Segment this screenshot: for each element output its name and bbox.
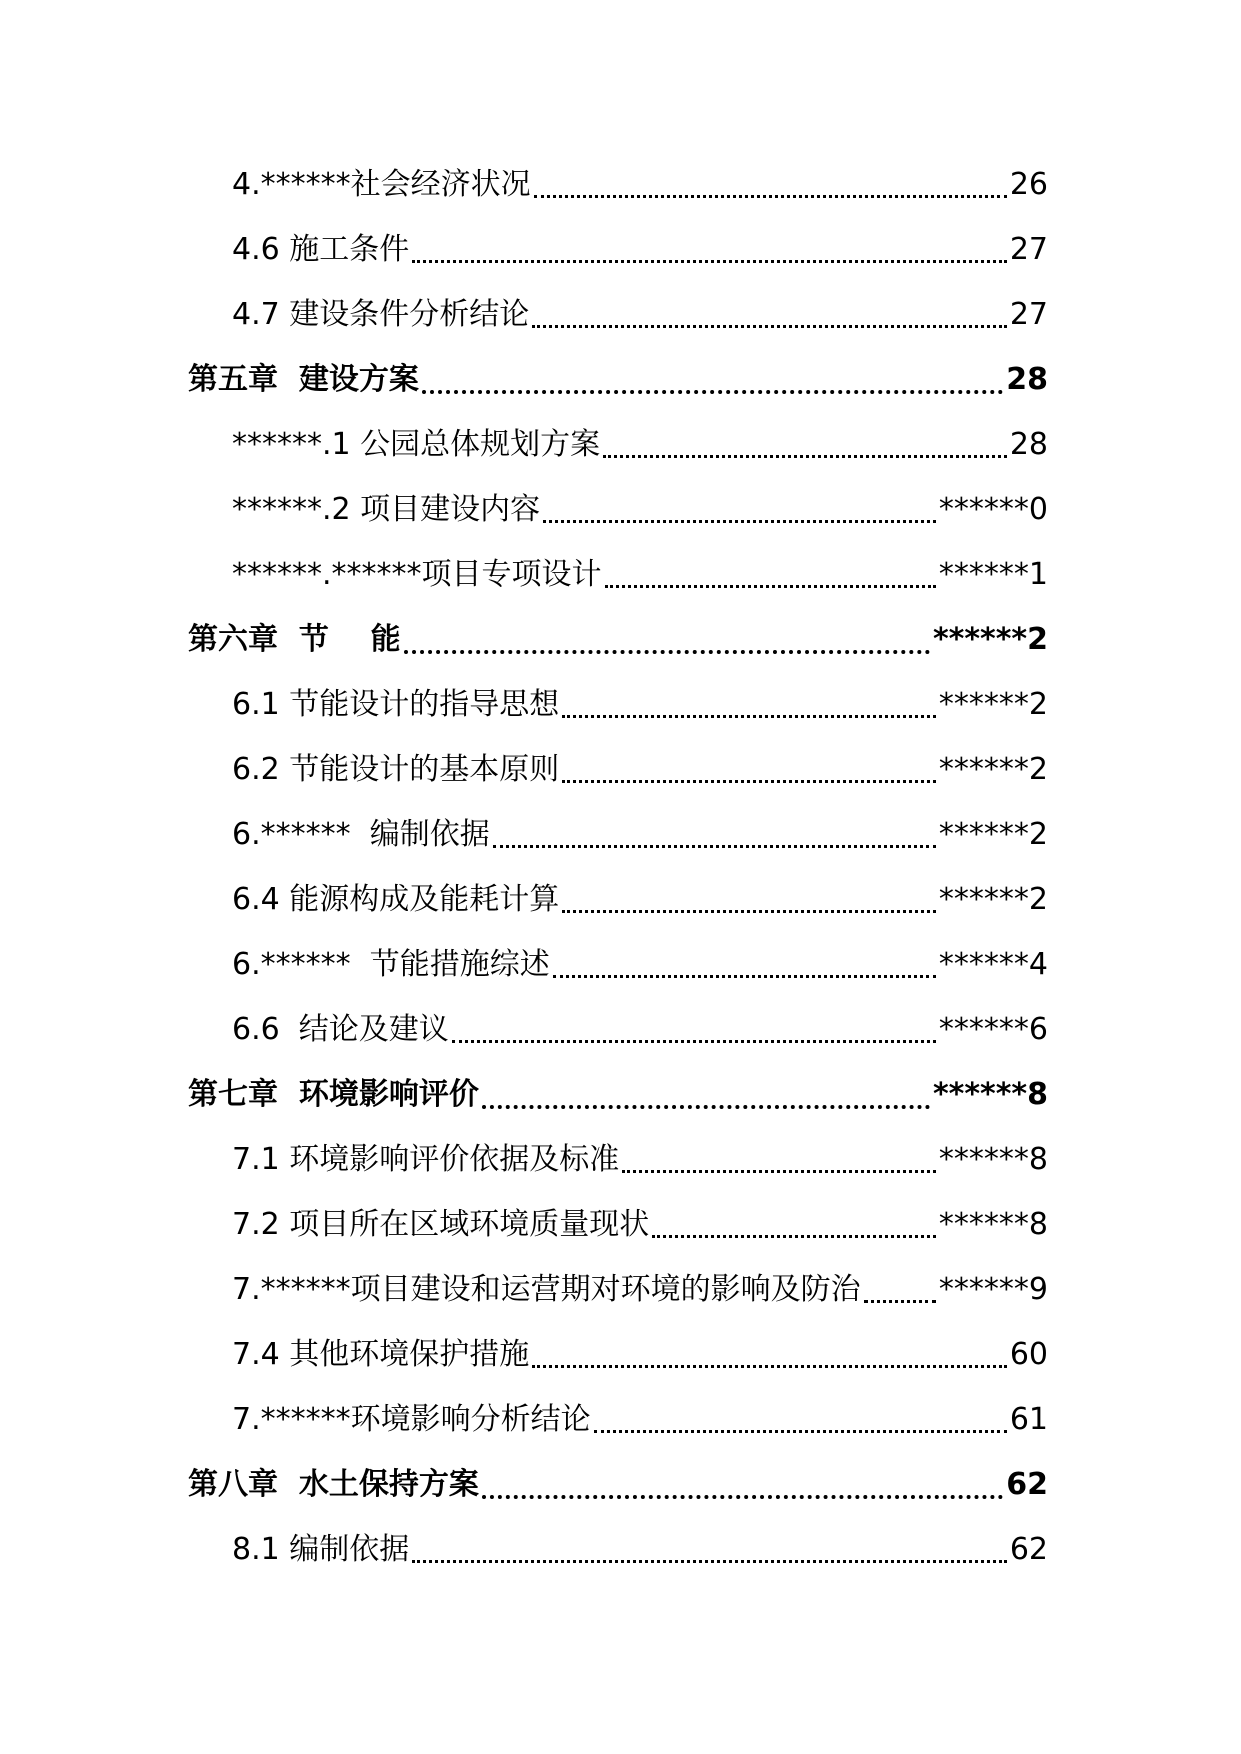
toc-entry-title: 6.6 结论及建议 (232, 1011, 449, 1047)
toc-entry-page: ******2 (938, 816, 1048, 852)
toc-dot-leader (562, 780, 936, 783)
toc-chapter[interactable] (0, 1062, 1241, 1127)
toc-entry-page: 60 (1009, 1336, 1048, 1372)
toc-dot-leader (532, 325, 1007, 328)
toc-dot-leader (532, 1365, 1007, 1368)
toc-dot-leader (543, 520, 936, 523)
toc-entry-page: ******8 (938, 1141, 1048, 1177)
toc-dot-leader (482, 1495, 1003, 1499)
toc-chapter-title: 第六章 节 能 (188, 621, 401, 657)
toc-entry-page: 27 (1009, 231, 1048, 267)
toc-dot-leader (622, 1170, 936, 1173)
toc-chapter-title: 第五章 建设方案 (188, 361, 419, 397)
toc-entry-page: ******0 (938, 491, 1048, 527)
toc-entry-title: 7.******项目建设和运营期对环境的影响及防治 (232, 1271, 861, 1307)
toc-dot-leader (404, 650, 930, 654)
toc-dot-leader (452, 1040, 936, 1043)
toc-entry-title: ******.2 项目建设内容 (232, 491, 541, 527)
toc-entry[interactable] (0, 1257, 1241, 1322)
toc-chapter[interactable] (0, 347, 1241, 412)
toc-entry-title: 6.2 节能设计的基本原则 (232, 751, 560, 787)
toc-entry[interactable] (0, 152, 1241, 217)
toc-entry[interactable] (0, 1322, 1241, 1387)
toc-dot-leader (605, 585, 936, 588)
toc-entry[interactable] (0, 737, 1241, 802)
toc-chapter-page: 28 (1006, 361, 1048, 397)
toc-chapter[interactable] (0, 1452, 1241, 1517)
toc-entry[interactable] (0, 542, 1241, 607)
toc-entry[interactable] (0, 932, 1241, 997)
toc-dot-leader (562, 910, 936, 913)
toc-entry-title: 4.6 施工条件 (232, 231, 410, 267)
toc-dot-leader (482, 1105, 930, 1109)
toc-dot-leader (422, 390, 1003, 394)
toc-entry-page: 28 (1009, 426, 1048, 462)
toc-entry[interactable] (0, 1517, 1241, 1582)
toc-entry[interactable] (0, 282, 1241, 347)
toc-dot-leader (864, 1300, 936, 1303)
toc-entry[interactable] (0, 412, 1241, 477)
toc-entry-page: ******8 (938, 1206, 1048, 1242)
toc-entry-page: 26 (1009, 166, 1048, 202)
toc-dot-leader (412, 260, 1007, 263)
toc-entry-title: 7.2 项目所在区域环境质量现状 (232, 1206, 650, 1242)
toc-entry-page: ******6 (938, 1011, 1048, 1047)
toc-entry-title: 6.****** 节能措施综述 (232, 946, 550, 982)
toc-dot-leader (652, 1235, 936, 1238)
toc-entry-title: 7.******环境影响分析结论 (232, 1401, 591, 1437)
toc-entry-page: ******2 (938, 881, 1048, 917)
toc-entry-page: ******2 (938, 751, 1048, 787)
toc-entry[interactable] (0, 1387, 1241, 1452)
toc-entry-page: ******1 (938, 556, 1048, 592)
toc-entry[interactable] (0, 802, 1241, 867)
toc-entry-title: ******.1 公园总体规划方案 (232, 426, 601, 462)
toc-chapter-page: 62 (1006, 1466, 1048, 1502)
toc-entry[interactable] (0, 672, 1241, 737)
toc-entry-page: ******2 (938, 686, 1048, 722)
toc-entry[interactable] (0, 217, 1241, 282)
toc-dot-leader (493, 845, 936, 848)
toc-entry-page: 61 (1009, 1401, 1048, 1437)
toc-entry-title: 7.1 环境影响评价依据及标准 (232, 1141, 620, 1177)
toc-entry[interactable] (0, 867, 1241, 932)
toc-entry-page: 62 (1009, 1531, 1048, 1567)
toc-entry[interactable] (0, 1192, 1241, 1257)
toc-dot-leader (603, 455, 1007, 458)
toc-entry-title: 7.4 其他环境保护措施 (232, 1336, 530, 1372)
toc-entry-title: 8.1 编制依据 (232, 1531, 410, 1567)
toc-dot-leader (412, 1560, 1007, 1563)
toc-entry-title: 6.4 能源构成及能耗计算 (232, 881, 560, 917)
toc-entry-page: ******9 (938, 1271, 1048, 1307)
table-of-contents (0, 152, 1241, 1582)
toc-entry[interactable] (0, 477, 1241, 542)
toc-entry-title: 6.1 节能设计的指导思想 (232, 686, 560, 722)
toc-chapter-page: ******2 (932, 621, 1048, 657)
toc-entry[interactable] (0, 997, 1241, 1062)
toc-entry-title: 6.****** 编制依据 (232, 816, 490, 852)
toc-chapter-title: 第七章 环境影响评价 (188, 1076, 479, 1112)
toc-entry-title: 4.******社会经济状况 (232, 166, 531, 202)
toc-chapter[interactable] (0, 607, 1241, 672)
toc-entry-page: ******4 (938, 946, 1048, 982)
toc-dot-leader (562, 715, 936, 718)
toc-chapter-title: 第八章 水土保持方案 (188, 1466, 479, 1502)
toc-entry[interactable] (0, 1127, 1241, 1192)
toc-entry-title: 4.7 建设条件分析结论 (232, 296, 530, 332)
toc-entry-page: 27 (1009, 296, 1048, 332)
toc-dot-leader (594, 1430, 1007, 1433)
toc-dot-leader (553, 975, 936, 978)
toc-chapter-page: ******8 (932, 1076, 1048, 1112)
toc-entry-title: ******.******项目专项设计 (232, 556, 602, 592)
toc-dot-leader (534, 195, 1007, 198)
